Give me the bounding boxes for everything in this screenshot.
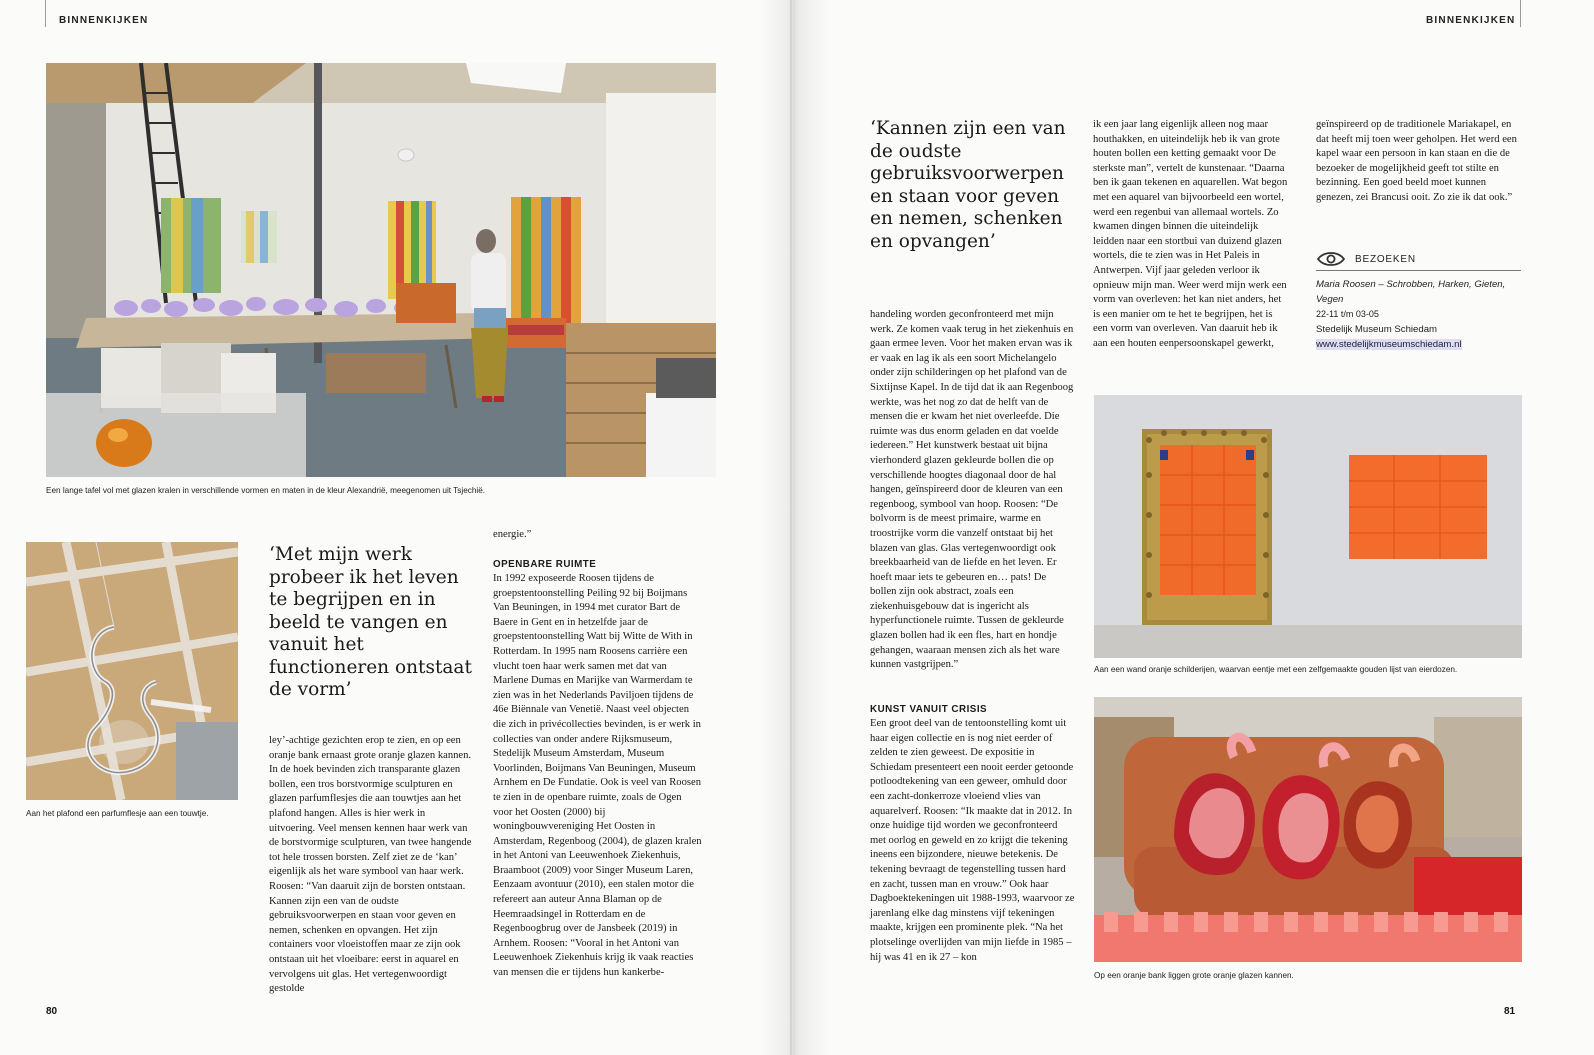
left-pull-quote: ‘Met mijn werk probeer ik het leven te begrijpen en in beeld te vangen en vanuit het functioneren ontstaat de vorm’ [269,544,472,700]
left-header-rule [45,0,46,27]
subheading-openbare-ruimte: OPENBARE RUIMTE [493,559,597,570]
visit-header [1316,248,1521,271]
perfume-bottle-photo [26,542,238,800]
subheading-kunst-vanuit-crisis: KUNST VANUIT CRISIS [870,704,988,715]
right-page [792,0,1594,1055]
exhibition-venue: Stedelijk Museum Schiedam [1316,324,1438,335]
right-section-label: BINNENKIJKEN [1426,15,1516,26]
studio-photo [46,63,716,477]
studio-photo-caption: Een lange tafel vol met glazen kralen in verschillende vormen en maten in de kleur Alexandrië, meegenomen uit Tsjechië. [46,486,486,495]
right-header-rule [1520,0,1521,27]
right-body-column-2: ik een jaar lang eigenlijk alleen nog maar houthakken, en uiteindelijk heb ik van grote houten bollen een ketting gemaakt voor De sterkste man”, vertelt de kunstenaar. “Daarna ben ik gaan tekenen en aquarellen. Wat begon met een aquarel van bijvoorbeeld een wortel, werd een regenbui van allemaal wortels. Zo kwamen dingen binnen die uiteindelijk leidden naar een stortbui van duizend glazen wortels, die te zien was in Het Paleis in Antwerpen. Vijf jaar geleden verloor ik opnieuw mijn man. Weer werd mijn werk een vorm van overleven: het kan niet anders, het is een manier om te het te begrijpen, het is een vorm van overleven. Van daaruit heb ik aan een houten eenpersoonskapel gewerkt, [1093,119,1288,349]
orange-paintings-caption: Aan een wand oranje schilderijen, waarvan eentje met een zelfgemaakte gouden lijst van eierdozen. [1094,665,1458,674]
orange-bench-caption: Op een oranje bank liggen grote oranje glazen kannen. [1094,971,1294,980]
right-body-column-1: handeling worden geconfronteerd met mijn werk. Ze komen vaak terug in het ziekenhuis en gaan ermee leven. Voor het maken ervan was ik er vaak en lag ik als een soort Michelangelo onder zijn schilderingen op het plafond van de Sixtijnse Kapel. In de tijd dat ik aan Regenboog werkte, was het nog zo dat de helft van de mensen die er kwam het niet overleefde. Die ruimte was dus enorm geladen en dat voelde iedereen.” Het kunstwerk bestaat uit bijna vierhonderd glazen gekleurde bollen die op verschillende hoogtes diagonaal door de hal hangen, geïnspireerd door de kleuren van een regenboog, symbool van hoop. Roosen: “De bolvorm is de meest primaire, warme en troostrijke vorm die vanzelf ontstaat bij het blazen van glas. Glas vertegenwoordigt ook breekbaarheid van de liefde en het leven. Er hoeft maar iets te gebeuren en… pats! De bollen zijn ook abstract, zoals een ziekenhuisgebouw dat is ingericht als hyperfunctionele ruimte. Tussen de gekleurde glazen bollen had ik een fles, hart en hondje gehangen, waaraan mensen zich als het ware kunnen vastgrijpen.” [870,309,1074,671]
left-body-column-2: In 1992 exposeerde Roosen tijdens de groepstentoonstelling Peiling 92 bij Boijmans Van Beuningen, in 1994 met curator Bart de Baere in Gent en in hetzelfde jaar de groepstentoonstelling Watt bij Witte de With in Rotterdam. In 1995 nam Roosens carrière een vlucht toen haar werk samen met dat van Marlene Dumas en Marijke van Warmerdam te zien was in het Nederlands Paviljoen tijdens de 46e Biënnale van Venetië. Naast veel objecten die zich in privécollecties bevinden, is er werk in collecties van onder andere Rijksmuseum, Stedelijk Museum Amsterdam, Museum Voorlinden, Boijmans Van Beuningen, Museum Arnhem en De Fundatie. Ook is veel van Roosen te zien in de openbare ruimte, zoals de Ogen voor het Oosten (2000) bij woningbouwvereniging Het Oosten in Amsterdam, Regenboog (2004), de glazen kralen in het Antoni van Leeuwenhoek Ziekenhuis, Braamboot (2009) voor Singer Museum Laren, Eenzaam avontuur (2010), een stalen motor die refereert aan auteur Anna Blaman op de Heemraadsingel in Rotterdam en de Regenboogbrug over de Jansbeek (2019) in Arnhem. Roosen: “Vooral in het Antoni van Leeuwenhoek Ziekenhuis krijg ik vaak reacties van mensen die er tijdens hun kankerbe- [493,573,702,979]
visit-details [1316,277,1521,352]
left-page-number: 80 [46,1006,58,1017]
right-pull-quote: ‘Kannen zijn een van de oudste gebruiksvoorwerpen en staan voor geven en nemen, schenken en opvangen’ [870,118,1066,252]
orange-paintings-photo [1094,395,1522,658]
left-page [0,0,790,1055]
right-body-column-1b: Een groot deel van de tentoonstelling komt uit haar eigen collectie en is nog niet eerder of zelden te zien geweest. De expositie in Schiedam presenteert een nooit eerder getoonde potloodtekening van een geweer, omhuld door een zacht-donkerroze vloeiend vlies van aquarelverf. Roosen: “Ik maakte dat in 2012. In onze huidige tijd worden we geconfronteerd met oorlog en geweld en zo krijgt die tekening ineens een bijzondere, nieuwe betekenis. De tekening bevraagt de tegenstelling tussen hard en zacht, tussen man en vrouw.” Ook haar Dagboektekeningen uit 1988-1993, waarvoor ze jarenlang elke dag minstens vijf tekeningen maakte, krijgen een prominente plek. “Na het plotselinge overlijden van mijn liefde in 1985 – hij was 41 en ik 27 – kon [870,718,1075,963]
perfume-bottle-caption: Aan het plafond een parfumflesje aan een touwtje. [26,809,209,818]
book-spine-shadow [760,0,830,1055]
exhibition-dates: 22-11 t/m 03-05 [1316,309,1379,319]
museum-website-link[interactable]: www.stedelijkmuseumschiedam.nl [1316,339,1462,350]
eye-icon [1316,250,1346,268]
right-page-number: 81 [1504,1006,1516,1017]
left-body-column-2-top: energie.” [493,529,532,540]
right-body-column-3: geïnspireerd op de traditionele Mariakapel, en dat heeft mij toen weer geholpen. Het werd een kapel waar een persoon in kan staan en die de bezoeker de mogelijkheid geeft tot stilte en bezinning. Een goed beeld moet kunnen genezen, zei Brancusi ooit. Zo zie ik dat ook.” [1316,119,1517,203]
left-section-label: BINNENKIJKEN [59,15,149,26]
left-body-column-1: ley’-achtige gezichten erop te zien, en op een oranje bank ernaast grote oranje glazen kannen. In de hoek bevinden zich transparante glazen bollen, een tros borstvormige sculpturen en glazen parfumflesjes die aan touwtjes aan het plafond hangen. Alles is hier werk in uitvoering. Veel mensen kennen haar werk van de borstvormige sculpturen, van twee hangende tot hele trossen borsten. Zelf ziet ze de ‘kan’ eigenlijk als het ware symbool van haar werk. Roosen: “Van daaruit zijn de borsten ontstaan. Kannen zijn een van de oudste gebruiksvoorwerpen en staan voor geven en nemen, schenken en opvangen. Het zijn containers voor vloeistoffen maar ze zijn ook ontstaan uit het vloeibare: eerst in aquarel en vervolgens uit glas. Het vertegenwoordigt gestolde [269,735,472,995]
orange-bench-photo [1094,697,1522,962]
exhibition-title: Maria Roosen – Schrobben, Harken, Gieten, Vegen [1316,279,1506,305]
visit-info [1316,248,1521,352]
visit-label: BEZOEKEN [1355,253,1416,265]
